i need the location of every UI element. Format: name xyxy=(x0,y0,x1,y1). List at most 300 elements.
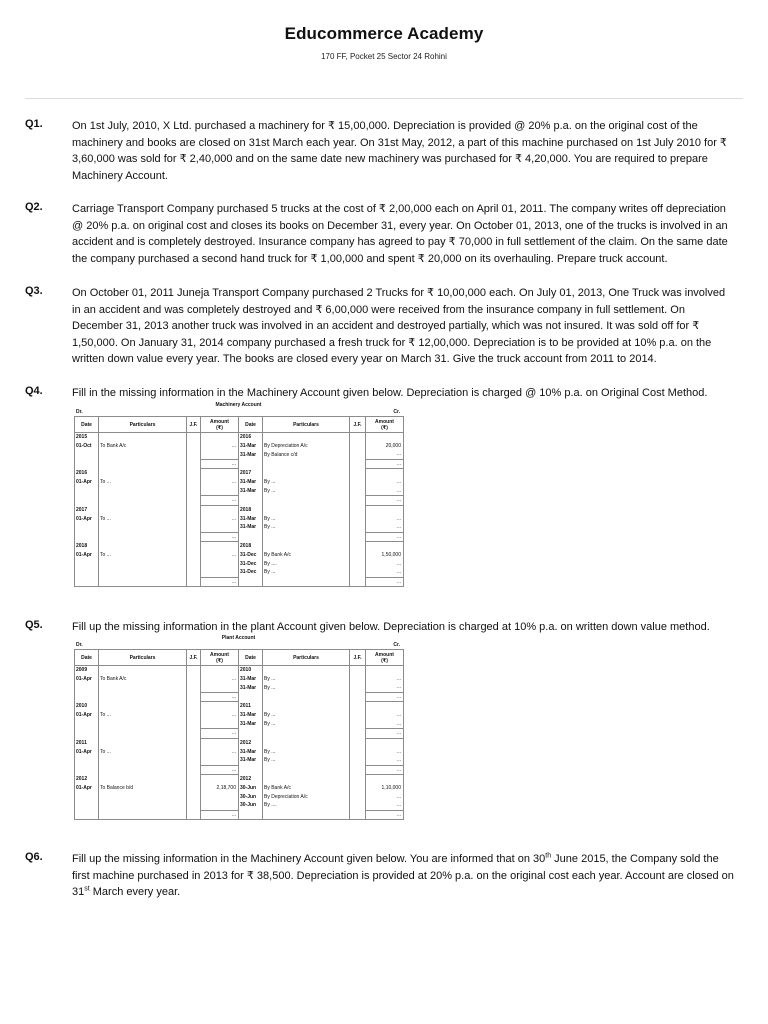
ledger-cell: By ... xyxy=(263,487,350,496)
ledger-cell xyxy=(99,729,187,739)
ledger-cell xyxy=(350,720,366,729)
ledger-row xyxy=(75,532,404,542)
ledger-cell xyxy=(350,711,366,720)
ledger-cell xyxy=(75,792,99,801)
ledger-row xyxy=(75,729,404,739)
ledger-cell xyxy=(75,496,99,506)
ledger-cell: ... xyxy=(201,747,239,756)
debit-marker: Dr. xyxy=(76,409,83,415)
ledger-cell: 30-Jun xyxy=(239,792,263,801)
ledger-cell xyxy=(263,810,350,820)
ledger-cell xyxy=(366,433,404,442)
ledger-cell: 31-Mar xyxy=(239,683,263,692)
ledger-cell xyxy=(263,692,350,702)
question-text: On 1st July, 2010, X Ltd. purchased a machinery for ₹ 15,00,000. Depreciation is provided @ 20% p.a. on the original cost of the machinery and books are closed on 31st March each year. On 31st May, 2012, a part of this machine purchased on 1st July 2010 for ₹ 3,60,000 was sold for ₹ 2,40,000 and on the same date new machinery was purchased for ₹ 4,20,000. You are required to prepare Machinery Account. xyxy=(72,120,727,182)
ledger-cell: 31-Dec xyxy=(239,551,263,560)
ledger-cell: 31-Mar xyxy=(239,523,263,532)
ledger-cell: ... xyxy=(201,692,239,702)
ledger-cell xyxy=(187,784,201,793)
ledger-cell xyxy=(187,810,201,820)
ledger-cell: ... xyxy=(366,450,404,459)
ledger-cell: ... xyxy=(201,532,239,542)
ledger-cell: ... xyxy=(366,459,404,469)
ledger-row xyxy=(75,505,404,514)
ledger-cell xyxy=(99,469,187,478)
col-jf: J.F. xyxy=(187,650,201,666)
ledger-row xyxy=(75,568,404,577)
ledger-cell xyxy=(187,532,201,542)
ledger-cell: 2011 xyxy=(75,738,99,747)
question-number: Q2. xyxy=(25,201,43,213)
ledger-cell: 01-Apr xyxy=(75,747,99,756)
col-amount: Amount (₹) xyxy=(201,417,239,433)
ledger-row xyxy=(75,559,404,568)
ledger-cell xyxy=(99,765,187,775)
ledger-cell xyxy=(350,532,366,542)
ledger-cell xyxy=(350,459,366,469)
header-divider xyxy=(25,98,743,99)
ledger-cell: To ... xyxy=(99,551,187,560)
ledger-cell: To ... xyxy=(99,478,187,487)
ledger-cell xyxy=(263,542,350,551)
ledger-cell xyxy=(99,683,187,692)
ledger-row xyxy=(75,683,404,692)
ledger-cell xyxy=(75,692,99,702)
ledger-cell: ... xyxy=(366,765,404,775)
ledger-cell xyxy=(99,738,187,747)
ledger-cell xyxy=(99,559,187,568)
ledger-cell xyxy=(350,747,366,756)
ledger-row xyxy=(75,450,404,459)
page-header xyxy=(0,24,768,61)
ledger-cell xyxy=(99,792,187,801)
ledger-row xyxy=(75,433,404,442)
ledger-cell: ... xyxy=(201,810,239,820)
ledger-cell: ... xyxy=(366,532,404,542)
ledger-cell xyxy=(239,577,263,587)
col-jf: J.F. xyxy=(187,417,201,433)
ledger-cell xyxy=(201,756,239,765)
ledger-cell xyxy=(75,683,99,692)
ledger-cell: 31-Mar xyxy=(239,747,263,756)
ledger-cell xyxy=(201,469,239,478)
ledger-cell xyxy=(75,487,99,496)
ledger-cell xyxy=(350,496,366,506)
ledger-row xyxy=(75,784,404,793)
ledger-row xyxy=(75,711,404,720)
ledger-cell xyxy=(263,532,350,542)
ledger-cell xyxy=(99,568,187,577)
address: 170 FF, Pocket 25 Sector 24 Rohini xyxy=(321,52,447,61)
ledger-row xyxy=(75,487,404,496)
ledger-cell: To Bank A/c xyxy=(99,675,187,684)
ledger-cell: 30-Jun xyxy=(239,801,263,810)
ledger-title: Plant Account xyxy=(221,635,256,641)
ledger-cell xyxy=(187,459,201,469)
ledger-cell: 01-Apr xyxy=(75,551,99,560)
ledger-cell xyxy=(99,450,187,459)
ledger-cell xyxy=(75,459,99,469)
ledger-cell xyxy=(187,801,201,810)
ledger-cell: ... xyxy=(201,442,239,451)
ledger-cell xyxy=(187,720,201,729)
question-1 xyxy=(25,118,735,184)
ledger-cell xyxy=(75,729,99,739)
ledger-row xyxy=(75,496,404,506)
ledger-cell: ... xyxy=(366,496,404,506)
ledger-cell xyxy=(75,810,99,820)
ledger-cell: ... xyxy=(201,496,239,506)
ledger-cell xyxy=(350,729,366,739)
ledger-cell xyxy=(99,666,187,675)
ledger-table xyxy=(74,416,404,587)
col-particulars: Particulars xyxy=(263,650,350,666)
ledger-cell: 01-Apr xyxy=(75,514,99,523)
ledger-cell xyxy=(187,577,201,587)
ledger-cell xyxy=(350,577,366,587)
ledger-cell: By ... xyxy=(263,675,350,684)
ledger-cell xyxy=(75,577,99,587)
ledger-cell xyxy=(201,702,239,711)
ledger-cell xyxy=(350,756,366,765)
ledger-cell xyxy=(350,792,366,801)
question-text: Fill up the missing information in the Machinery Account given below. You are informed that on 30th June 2015, the Company sold the first machine purchased in 2013 for ₹ 38,500. Depreciation is provided at 20% p.a. on the original cost each year. Account are closed on 31st March every year. xyxy=(72,852,734,899)
ledger-body xyxy=(75,666,404,820)
ledger-cell: 2016 xyxy=(75,469,99,478)
ledger-cell xyxy=(201,738,239,747)
ledger-cell: ... xyxy=(201,711,239,720)
ledger-cell xyxy=(239,459,263,469)
ledger-cell xyxy=(201,720,239,729)
ledger-cell xyxy=(201,792,239,801)
ledger-cell: ... xyxy=(201,577,239,587)
ledger-cell: 2,18,700 xyxy=(201,784,239,793)
ledger-cell xyxy=(263,666,350,675)
ledger-cell: 31-Mar xyxy=(239,478,263,487)
ledger-cell: ... xyxy=(366,756,404,765)
ledger-cell xyxy=(75,523,99,532)
ledger-cell: ... xyxy=(366,711,404,720)
ledger-cell xyxy=(350,784,366,793)
ledger-cell: By Bank A/c xyxy=(263,784,350,793)
ledger-cell: 31-Mar xyxy=(239,450,263,459)
ledger-cell xyxy=(263,729,350,739)
ledger-cell: By ... xyxy=(263,478,350,487)
ledger-cell xyxy=(366,738,404,747)
ledger-row xyxy=(75,459,404,469)
ledger-cell xyxy=(263,496,350,506)
page-title: Educommerce Academy xyxy=(284,24,484,43)
ledger-row xyxy=(75,792,404,801)
question-number: Q3. xyxy=(25,285,43,297)
ledger-cell xyxy=(366,505,404,514)
ledger-cell xyxy=(187,747,201,756)
debit-marker: Dr. xyxy=(76,642,83,648)
ledger-cell: 2017 xyxy=(239,469,263,478)
ledger-cell: 31-Mar xyxy=(239,720,263,729)
ledger-row xyxy=(75,738,404,747)
ledger-cell: 01-Oct xyxy=(75,442,99,451)
ledger-table xyxy=(74,649,404,820)
ledger-cell: 1,50,000 xyxy=(366,551,404,560)
ledger-cell xyxy=(75,720,99,729)
ledger-cell: 2018 xyxy=(239,542,263,551)
ledger-cell xyxy=(187,702,201,711)
ledger-cell xyxy=(187,729,201,739)
ledger-cell xyxy=(263,505,350,514)
ledger-cell xyxy=(99,702,187,711)
ledger-cell xyxy=(350,505,366,514)
ledger-cell xyxy=(187,514,201,523)
ledger-cell xyxy=(75,568,99,577)
ledger-cell xyxy=(187,711,201,720)
ledger-cell xyxy=(263,433,350,442)
ledger-cell xyxy=(350,551,366,560)
ledger-cell xyxy=(187,487,201,496)
ledger-cell xyxy=(366,666,404,675)
ledger-cell: 2018 xyxy=(239,505,263,514)
question-text: On October 01, 2011 Juneja Transport Company purchased 2 Trucks for ₹ 10,00,000 each. On July 01, 2013, One Truck was involved in an accident and was completely destroyed and ₹ 6,00,000 were received from the insurance company in full settlement. On December 31, 2013 another truck was involved in an accident and destroyed partially, which was not insured. It was sold off for ₹ 1,50,000. On January 31, 2014 company purchased a fresh truck for ₹ 12,00,000. Depreciation is to be provided at 10% p.a. on the written down value every year. The books are closed every year on March 31. Give the truck account from 2011 to 2014. xyxy=(72,287,726,366)
ledger-cell xyxy=(263,775,350,784)
ledger-cell xyxy=(187,450,201,459)
col-jf: J.F. xyxy=(350,417,366,433)
ledger-cell: ... xyxy=(201,551,239,560)
ledger-cell: 01-Apr xyxy=(75,478,99,487)
ledger-row xyxy=(75,810,404,820)
ledger-cell xyxy=(201,523,239,532)
ledger-cell xyxy=(99,577,187,587)
credit-marker: Cr. xyxy=(393,409,400,415)
ledger-cell: ... xyxy=(366,810,404,820)
ledger-row xyxy=(75,666,404,675)
ledger-cell xyxy=(239,810,263,820)
ledger-header-row xyxy=(75,417,404,433)
ledger-cell xyxy=(263,738,350,747)
ledger-cell: 2016 xyxy=(239,433,263,442)
ledger-cell xyxy=(239,729,263,739)
ledger-cell xyxy=(99,505,187,514)
ledger-cell: 31-Mar xyxy=(239,487,263,496)
ledger-cell xyxy=(201,801,239,810)
ledger-cell xyxy=(350,775,366,784)
ledger-cell xyxy=(201,568,239,577)
ledger-cell xyxy=(239,496,263,506)
ledger-row xyxy=(75,675,404,684)
ledger-cell: By .... xyxy=(263,801,350,810)
ledger-row xyxy=(75,442,404,451)
ledger-cell xyxy=(99,756,187,765)
ledger-cell xyxy=(201,487,239,496)
ledger-cell xyxy=(239,692,263,702)
ledger-cell: ... xyxy=(366,514,404,523)
ledger-cell xyxy=(263,765,350,775)
ledger-cell: ... xyxy=(366,568,404,577)
ledger-cell xyxy=(350,487,366,496)
ledger-cell xyxy=(75,801,99,810)
ledger-cell xyxy=(99,433,187,442)
ledger-cell xyxy=(187,692,201,702)
ledger-body xyxy=(75,433,404,587)
question-number: Q6. xyxy=(25,851,43,863)
col-jf: J.F. xyxy=(350,650,366,666)
ledger-row xyxy=(75,514,404,523)
ledger-cell xyxy=(201,666,239,675)
ledger-cell xyxy=(187,666,201,675)
ledger-cell xyxy=(350,542,366,551)
ledger-cell: To Bank A/c xyxy=(99,442,187,451)
ledger-row xyxy=(75,551,404,560)
ledger-cell: ... xyxy=(366,683,404,692)
ledger-cell: By ... xyxy=(263,747,350,756)
question-number: Q1. xyxy=(25,118,43,130)
ledger-cell xyxy=(350,568,366,577)
ledger-cell xyxy=(187,478,201,487)
ledger-cell xyxy=(350,738,366,747)
ledger-cell xyxy=(187,442,201,451)
ledger-cell xyxy=(187,675,201,684)
ledger-cell: 2012 xyxy=(239,775,263,784)
ledger-cell xyxy=(350,675,366,684)
ledger-cell xyxy=(350,810,366,820)
ledger-cell: ... xyxy=(201,765,239,775)
ledger-cell: 2010 xyxy=(75,702,99,711)
ledger-cell xyxy=(350,666,366,675)
ledger-cell xyxy=(187,551,201,560)
ledger-cell: 2017 xyxy=(75,505,99,514)
ledger-cell xyxy=(201,775,239,784)
ledger-cell xyxy=(366,775,404,784)
ledger-cell xyxy=(187,559,201,568)
ledger-cell: ... xyxy=(366,792,404,801)
ledger-cell xyxy=(75,559,99,568)
col-amount: Amount (₹) xyxy=(201,650,239,666)
ledger-row xyxy=(75,577,404,587)
ledger-cell xyxy=(99,542,187,551)
ledger-cell xyxy=(201,542,239,551)
ledger-cell: By ... xyxy=(263,756,350,765)
ledger-cell: By ... xyxy=(263,683,350,692)
ledger-row xyxy=(75,478,404,487)
ledger-cell xyxy=(99,720,187,729)
ledger-cell: 31-Mar xyxy=(239,756,263,765)
ledger-cell xyxy=(187,542,201,551)
col-amount: Amount (₹) xyxy=(366,417,404,433)
ledger-cell: To ... xyxy=(99,747,187,756)
ledger-cell: 2011 xyxy=(239,702,263,711)
ledger-cell: 31-Mar xyxy=(239,675,263,684)
ledger-cell xyxy=(350,683,366,692)
ledger-cell: ... xyxy=(366,478,404,487)
question-3 xyxy=(25,285,735,368)
ledger-cell xyxy=(75,532,99,542)
ledger-row xyxy=(75,720,404,729)
ledger-cell: By Depreciation A/c xyxy=(263,442,350,451)
ledger-cell: 1,10,000 xyxy=(366,784,404,793)
col-date: Date xyxy=(75,650,99,666)
question-number: Q4. xyxy=(25,385,43,397)
ledger-row xyxy=(75,756,404,765)
col-date: Date xyxy=(239,417,263,433)
ledger-cell xyxy=(99,810,187,820)
ledger-cell xyxy=(350,478,366,487)
ledger-cell xyxy=(187,738,201,747)
ledger-cell xyxy=(99,487,187,496)
ledger-cell: ... xyxy=(366,675,404,684)
ledger-cell: To ... xyxy=(99,514,187,523)
ledger-cell: 30-Jun xyxy=(239,784,263,793)
ledger-cell: 31-Mar xyxy=(239,711,263,720)
ledger-cell: By ... xyxy=(263,523,350,532)
ledger-cell: ... xyxy=(366,801,404,810)
col-amount: Amount (₹) xyxy=(366,650,404,666)
col-date: Date xyxy=(75,417,99,433)
ledger-row xyxy=(75,702,404,711)
ledger-cell xyxy=(99,459,187,469)
ledger-cell xyxy=(350,765,366,775)
ledger-cell: To Balance b/d xyxy=(99,784,187,793)
question-4 xyxy=(25,385,735,402)
ledger-cell xyxy=(201,433,239,442)
question-2 xyxy=(25,201,735,267)
ledger-cell xyxy=(99,801,187,810)
ledger-cell: 31-Dec xyxy=(239,568,263,577)
ledger-row xyxy=(75,692,404,702)
col-particulars: Particulars xyxy=(99,650,187,666)
ledger-cell xyxy=(350,692,366,702)
ledger-cell xyxy=(187,568,201,577)
ledger-cell: By ... xyxy=(263,568,350,577)
ledger-cell xyxy=(350,469,366,478)
ledger-cell xyxy=(350,801,366,810)
question-6 xyxy=(25,851,735,901)
ledger-cell: 2012 xyxy=(239,738,263,747)
ledger-cell: By .... xyxy=(263,559,350,568)
machinery-account-ledger xyxy=(74,401,403,587)
question-text: Fill in the missing information in the Machinery Account given below. Depreciation is charged @ 10% p.a. on Original Cost Method. xyxy=(72,387,708,399)
ledger-cell: ... xyxy=(366,559,404,568)
ledger-cell xyxy=(239,532,263,542)
question-text: Carriage Transport Company purchased 5 trucks at the cost of ₹ 2,00,000 each on April 01, 2011. The company writes off depreciation @ 20% p.a. on original cost and closes its books on December 31, every year. On October 01, 2013, one of the trucks is involved in an accident and is completely destroyed. Insurance company has agreed to pay ₹ 70,000 in full settlement of the claim. On the same date the company purchased a second hand truck for ₹ 1,00,000 and spent ₹ 20,000 on its overhauling. Prepare truck account. xyxy=(72,203,728,265)
ledger-row xyxy=(75,469,404,478)
ledger-cell xyxy=(201,683,239,692)
ledger-cell xyxy=(99,523,187,532)
ledger-cell: ... xyxy=(366,729,404,739)
ledger-cell xyxy=(187,469,201,478)
ledger-cell: By ... xyxy=(263,711,350,720)
ledger-cell xyxy=(350,514,366,523)
ledger-cell xyxy=(99,532,187,542)
ledger-cell xyxy=(350,559,366,568)
ledger-cell: By Bank A/c xyxy=(263,551,350,560)
ledger-cell xyxy=(239,765,263,775)
ledger-cell xyxy=(263,459,350,469)
ledger-cell: 01-Apr xyxy=(75,711,99,720)
ledger-row xyxy=(75,523,404,532)
ledger-row xyxy=(75,542,404,551)
ledger-cell: 31-Dec xyxy=(239,559,263,568)
ledger-cell xyxy=(350,450,366,459)
ledger-header-row xyxy=(75,650,404,666)
ledger-cell xyxy=(201,505,239,514)
ledger-cell xyxy=(187,505,201,514)
ledger-cell: ... xyxy=(201,675,239,684)
ledger-cell: 2009 xyxy=(75,666,99,675)
ledger-cell: 31-Mar xyxy=(239,442,263,451)
ledger-cell: 2012 xyxy=(75,775,99,784)
plant-account-ledger xyxy=(74,634,403,820)
ledger-cell: 01-Apr xyxy=(75,675,99,684)
ledger-cell xyxy=(263,577,350,587)
